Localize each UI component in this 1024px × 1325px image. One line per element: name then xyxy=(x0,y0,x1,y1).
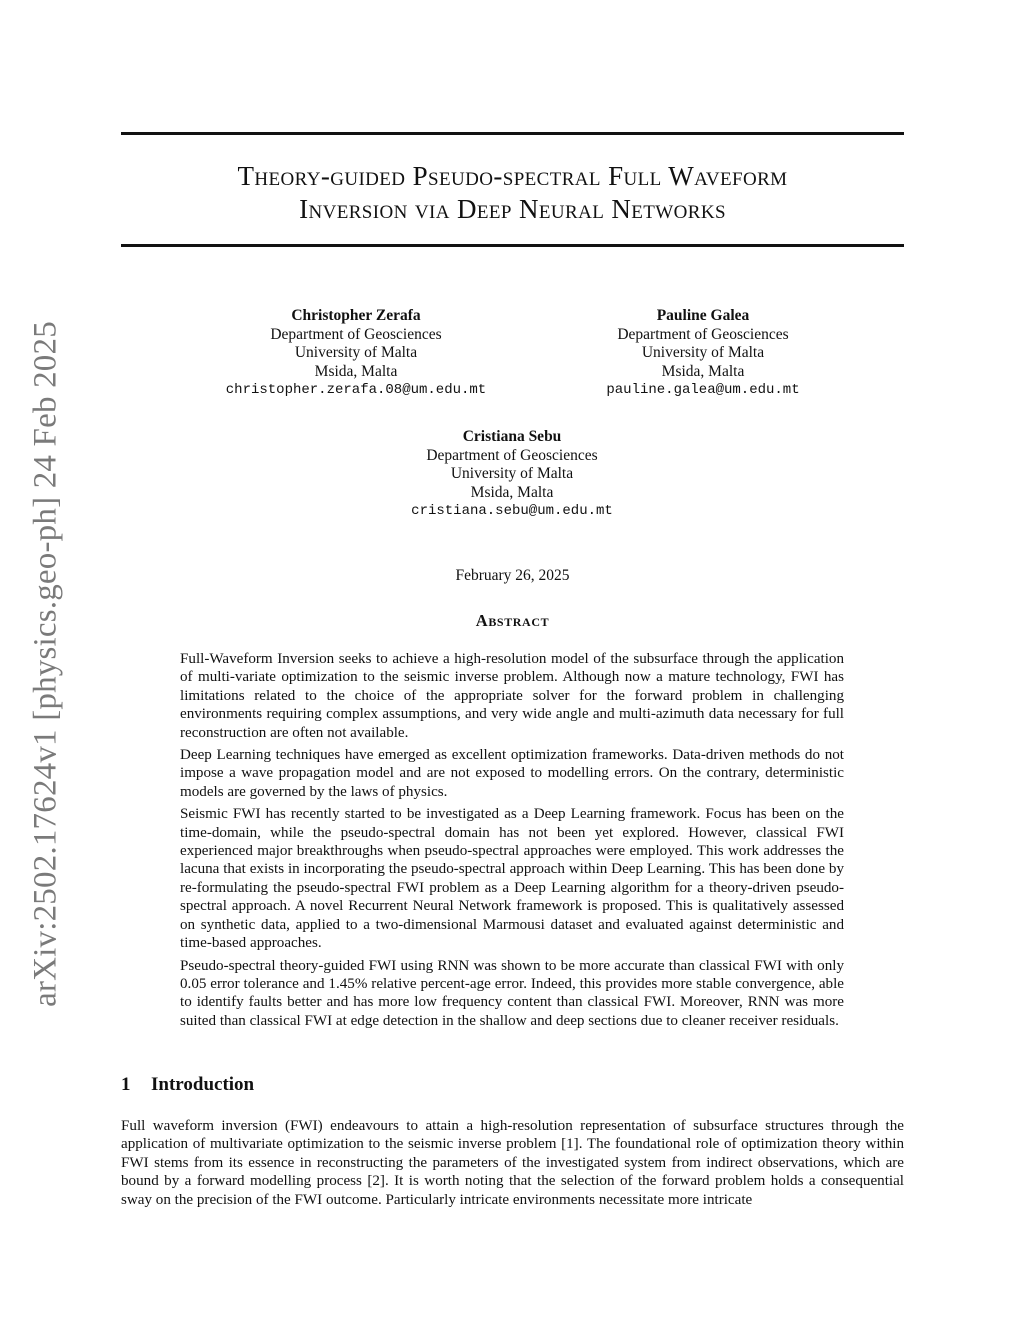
paper-title-line-2: Inversion via Deep Neural Networks xyxy=(299,194,726,224)
arxiv-identifier-stamp: arXiv:2502.17624v1 [physics.geo-ph] 24 Feb 2025 xyxy=(27,321,64,1007)
author-university: University of Malta xyxy=(450,465,574,482)
abstract-paragraph: Deep Learning techniques have emerged as excellent optimization frameworks. Data-driven methods do not impose a wave propagation model and are not exposed to modelling errors. On the contrary, deterministic models are governed by the laws of physics. xyxy=(180,747,844,800)
abstract-paragraph: Pseudo-spectral theory-guided FWI using RNN was shown to be more accurate than classical FWI with only 0.05 error tolerance and 1.45% relative percent-age error. Indeed, this provides more stable convergence, able to identify faults better and has more low frequency content than classical FWI. Moreover, RNN was more suited than classical FWI at edge detection in the shallow and deep sections due to cleaner receiver residuals. xyxy=(180,957,844,1029)
author-email[interactable]: cristiana.sebu@um.edu.mt xyxy=(411,503,613,519)
abstract-body xyxy=(180,650,844,1034)
author-university: University of Malta xyxy=(294,344,418,361)
paper-title xyxy=(121,160,904,226)
author-name: Cristiana Sebu xyxy=(462,428,562,445)
author-email[interactable]: christopher.zerafa.08@um.edu.mt xyxy=(225,382,487,398)
author-name: Christopher Zerafa xyxy=(291,307,421,324)
author-department: Department of Geosciences xyxy=(426,446,598,464)
abstract-paragraph: Seismic FWI has recently started to be investigated as a Deep Learning framework. Focus has been on the time-domain, while the pseudo-spectral domain has not been yet explored. However, classical FWI experienced major breakthroughs when pseudo-spectral approaches were employed. This work addresses the lacuna that exists in incorporating the pseudo-spectral approach within Deep Learning. This has been done by re-formulating the pseudo-spectral FWI problem as a Deep Learning algorithm for a theory-driven pseudo-spectral approach. A novel Recurrent Neural Network framework is proposed. This is qualitatively assessed on synthetic data, applied to a two-dimensional Marmousi dataset and evaluated against deterministic and time-based approaches. xyxy=(180,806,844,952)
author-department: Department of Geosciences xyxy=(617,325,789,343)
title-bottom-rule xyxy=(121,244,904,247)
abstract-paragraph: Full-Waveform Inversion seeks to achieve a high-resolution model of the subsurface through the application of multi-variate optimization to the seismic inverse problem. Although now a mature technology, FWI has limitations related to the choice of the appropriate solver for the forward problem in challenging environments requiring complex assumptions, and very wide angle and multi-azimuth data necessary for full reconstruction are often not available. xyxy=(180,651,844,741)
title-top-rule xyxy=(121,132,904,135)
paper-title-line-1: Theory-guided Pseudo-spectral Full Waveform xyxy=(237,161,788,191)
author-block-1 xyxy=(176,307,536,400)
author-location: Msida, Malta xyxy=(661,362,745,380)
author-department: Department of Geosciences xyxy=(270,325,442,343)
author-name: Pauline Galea xyxy=(656,307,750,324)
author-university: University of Malta xyxy=(641,344,765,361)
section-title: Introduction xyxy=(151,1074,255,1095)
section-number: 1 xyxy=(121,1074,131,1095)
abstract-heading: Abstract xyxy=(475,611,550,630)
publication-date: February 26, 2025 xyxy=(455,567,570,584)
author-block-2 xyxy=(523,307,883,400)
author-email[interactable]: pauline.galea@um.edu.mt xyxy=(606,382,800,398)
author-location: Msida, Malta xyxy=(470,483,554,501)
section-heading-introduction xyxy=(121,1074,254,1096)
author-block-3 xyxy=(332,428,692,521)
author-location: Msida, Malta xyxy=(314,362,398,380)
introduction-paragraph: Full waveform inversion (FWI) endeavours to attain a high-resolution representation of subsurface structures through the application of multivariate optimization to the seismic inverse problem [1]. The foundational role of optimization theory within FWI stems from its essence in reconstructing the parameters of the investigated system from indirect observations, which are bound by a forward modelling process [2]. It is worth noting that the selection of the forward problem holds a consequential sway on the precision of the FWI outcome. Particularly intricate environments necessitate more intricate xyxy=(121,1118,904,1208)
